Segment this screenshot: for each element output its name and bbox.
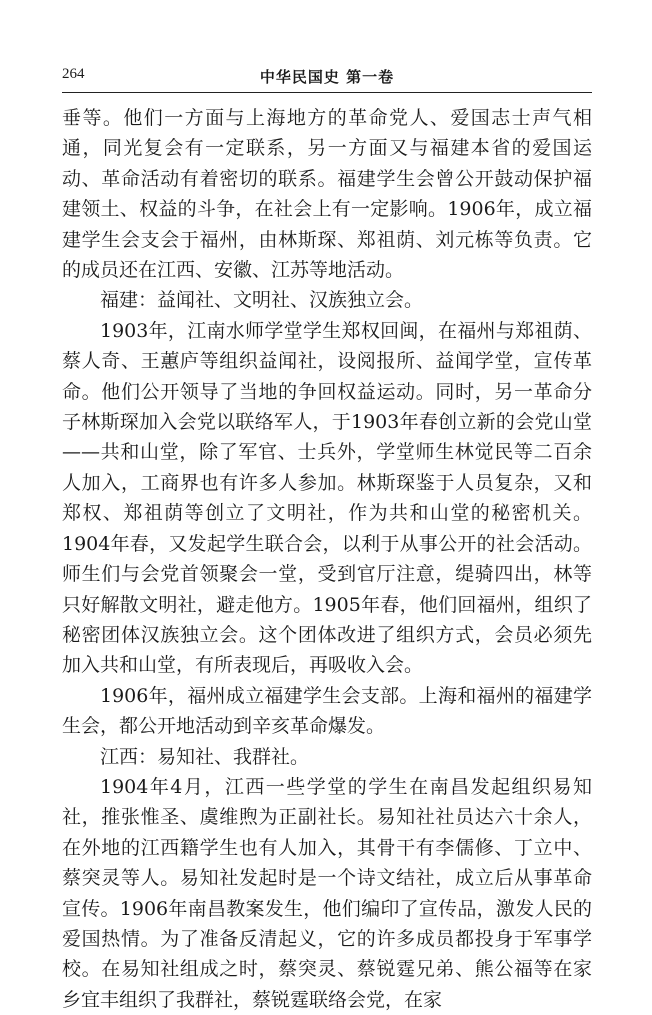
running-head: 中华民国史 第一卷 — [259, 68, 395, 86]
header-rule — [62, 92, 592, 93]
page-number: 264 — [62, 66, 85, 82]
paragraph: 1906年，福州成立福建学生会支部。上海和福州的福建学生会，都公开地活动到辛亥革命爆发。 — [62, 684, 592, 738]
paragraph: 1903年，江南水师学堂学生郑权回闽，在福州与郑祖荫、蔡人奇、王蕙庐等组织益闻社，设阅报所、益闻学堂，宣传革命。他们公开领导了当地的争回权益运动。同时，另一革命分子林斯琛加入会党以联络军人，于1903年春创立新的会党山堂——共和山堂，除了军官、士兵外，学堂师生林觉民等二百余人加入，工商界也有许多人参加。林斯琛鉴于人员复杂，又和郑权、郑祖荫等创立了文明社，作为共和山堂的秘密机关。1904年春，又发起学生联合会，以利于从事公开的社会活动。师生们与会党首领聚会一堂，受到官厅注意，缇骑四出，林等只好解散文明社，避走他方。1905年春，他们回福州，组织了秘密团体汉族独立会。这个团体改进了组织方式，会员必须先加入共和山堂，有所表现后，再吸收入会。 — [62, 319, 592, 677]
paragraph: 1904年4月，江西一些学堂的学生在南昌发起组织易知社，推张惟圣、虞维煦为正副社长。易知社社员达六十余人，在外地的江西籍学生也有人加入，其骨干有李儒修、丁立中、蔡突灵等人。易知社发起时是一个诗文结社，成立后从事革命宣传。1906年南昌教案发生，他们编印了宣传品，激发人民的爱国热情。为了准备反清起义，它的许多成员都投身于军事学校。在易知社组成之时，蔡突灵、蔡锐霆兄弟、熊公福等在家乡宜丰组织了我群社，蔡锐霆联络会党，在家 — [62, 775, 592, 1011]
paragraph: 福建：益闻社、文明社、汉族独立会。 — [100, 289, 424, 312]
paragraph: 垂等。他们一方面与上海地方的革命党人、爱国志士声气相通，同光复会有一定联系，另一方面又与福建本省的爱国运动、革命活动有着密切的联系。福建学生会曾公开鼓动保护福建领土、权益的斗争，在社会上有一定影响。1906年，成立福建学生会支会于福州，由林斯琛、郑祖荫、刘元栋等负责。它的成员还在江西、安徽、江苏等地活动。 — [62, 107, 592, 282]
paragraph: 江西：易知社、我群社。 — [100, 745, 310, 768]
page-header — [62, 66, 592, 88]
body-text — [62, 103, 592, 1015]
